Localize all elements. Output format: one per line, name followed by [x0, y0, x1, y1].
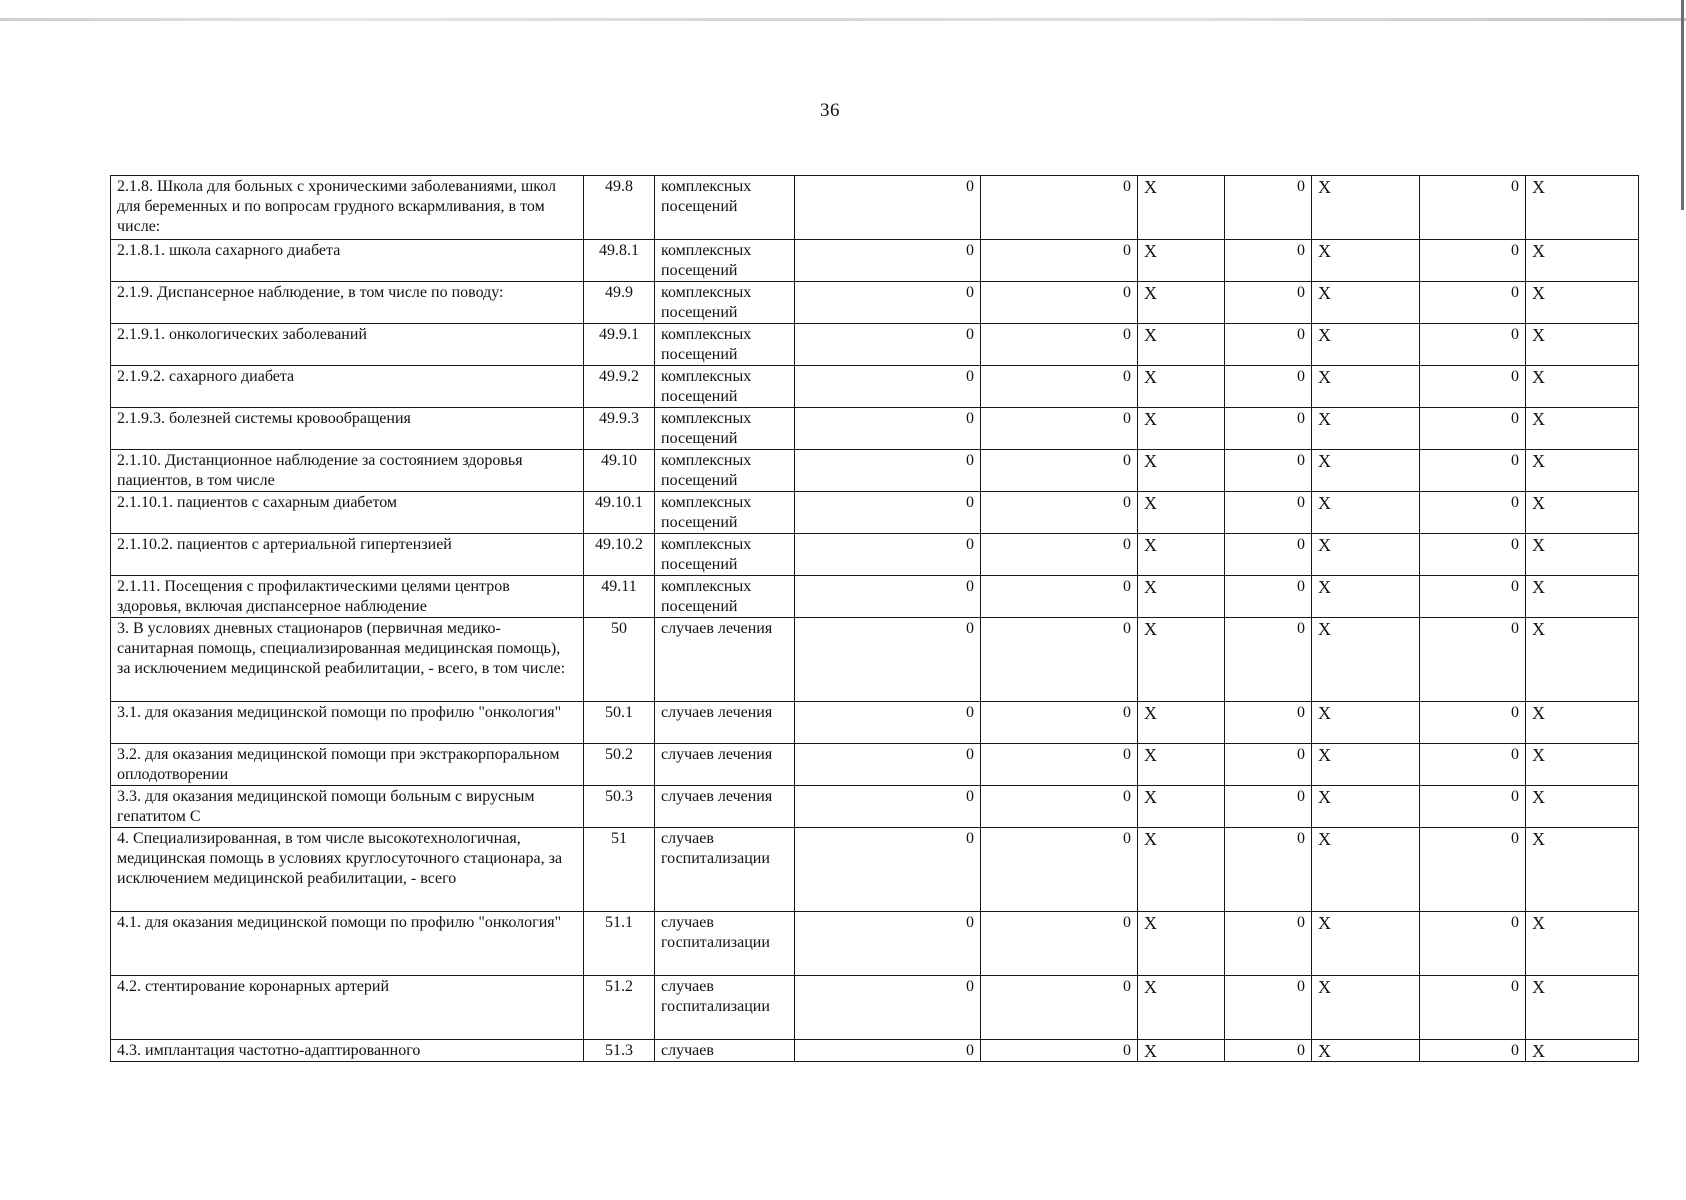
row-code: 51.2 [584, 976, 655, 1040]
row-value-4: 0 [1420, 786, 1526, 828]
row-mark-1: X [1138, 240, 1225, 282]
row-value-3: 0 [1225, 282, 1312, 324]
table-row [111, 976, 1639, 1040]
row-code: 51 [584, 828, 655, 912]
row-value-3: 0 [1225, 176, 1312, 240]
row-mark-3: X [1526, 912, 1639, 976]
row-code: 49.8.1 [584, 240, 655, 282]
row-value-3: 0 [1225, 1040, 1312, 1062]
row-value-4: 0 [1420, 450, 1526, 492]
row-value-4: 0 [1420, 366, 1526, 408]
row-mark-1: X [1138, 282, 1225, 324]
row-name: 2.1.8. Школа для больных с хроническими заболеваниями, школ для беременных и по вопросам грудного вскармливания, в том числе: [111, 176, 584, 240]
row-value-2: 0 [981, 786, 1138, 828]
row-mark-1: X [1138, 618, 1225, 702]
row-value-2: 0 [981, 324, 1138, 366]
row-code: 50.3 [584, 786, 655, 828]
row-value-1: 0 [795, 786, 981, 828]
row-value-4: 0 [1420, 828, 1526, 912]
row-code: 49.9.3 [584, 408, 655, 450]
row-value-3: 0 [1225, 534, 1312, 576]
row-value-4: 0 [1420, 1040, 1526, 1062]
row-value-2: 0 [981, 744, 1138, 786]
row-value-1: 0 [795, 976, 981, 1040]
row-mark-1: X [1138, 576, 1225, 618]
row-name: 2.1.11. Посещения с профилактическими целями центров здоровья, включая диспансерное наблюдение [111, 576, 584, 618]
row-mark-1: X [1138, 492, 1225, 534]
row-name: 3.1. для оказания медицинской помощи по профилю "онкология" [111, 702, 584, 744]
row-name: 4.3. имплантация частотно-адаптированного [111, 1040, 584, 1062]
row-value-2: 0 [981, 408, 1138, 450]
row-mark-2: X [1312, 618, 1420, 702]
row-value-4: 0 [1420, 408, 1526, 450]
row-name: 2.1.9.1. онкологических заболеваний [111, 324, 584, 366]
page-number: 36 [820, 100, 840, 121]
row-value-1: 0 [795, 912, 981, 976]
table-row [111, 534, 1639, 576]
row-mark-2: X [1312, 702, 1420, 744]
table-row [111, 324, 1639, 366]
row-name: 2.1.10.1. пациентов с сахарным диабетом [111, 492, 584, 534]
row-name: 2.1.8.1. школа сахарного диабета [111, 240, 584, 282]
row-value-1: 0 [795, 324, 981, 366]
row-unit: случаев лечения [655, 744, 795, 786]
table-row [111, 366, 1639, 408]
row-code: 49.10.1 [584, 492, 655, 534]
row-mark-2: X [1312, 450, 1420, 492]
row-code: 49.10.2 [584, 534, 655, 576]
table-row [111, 176, 1639, 240]
row-name: 2.1.10.2. пациентов с артериальной гипертензией [111, 534, 584, 576]
row-value-1: 0 [795, 744, 981, 786]
row-mark-3: X [1526, 702, 1639, 744]
row-mark-3: X [1526, 786, 1639, 828]
row-mark-3: X [1526, 576, 1639, 618]
row-mark-1: X [1138, 702, 1225, 744]
row-unit: случаев госпитализации [655, 912, 795, 976]
row-value-3: 0 [1225, 786, 1312, 828]
row-code: 49.10 [584, 450, 655, 492]
row-mark-2: X [1312, 176, 1420, 240]
row-code: 50.1 [584, 702, 655, 744]
row-code: 50 [584, 618, 655, 702]
row-unit: случаев госпитализации [655, 976, 795, 1040]
scan-edge-right [1681, 0, 1684, 210]
row-name: 2.1.10. Дистанционное наблюдение за состоянием здоровья пациентов, в том числе [111, 450, 584, 492]
row-value-2: 0 [981, 976, 1138, 1040]
row-mark-3: X [1526, 366, 1639, 408]
table-row [111, 786, 1639, 828]
row-unit: комплексных посещений [655, 534, 795, 576]
row-mark-3: X [1526, 492, 1639, 534]
row-mark-2: X [1312, 240, 1420, 282]
row-value-2: 0 [981, 176, 1138, 240]
row-unit: комплексных посещений [655, 576, 795, 618]
row-value-3: 0 [1225, 408, 1312, 450]
row-value-3: 0 [1225, 366, 1312, 408]
table-row [111, 492, 1639, 534]
row-mark-3: X [1526, 450, 1639, 492]
table-row [111, 702, 1639, 744]
row-code: 49.9 [584, 282, 655, 324]
row-mark-2: X [1312, 576, 1420, 618]
row-value-4: 0 [1420, 618, 1526, 702]
row-unit: комплексных посещений [655, 408, 795, 450]
row-mark-3: X [1526, 324, 1639, 366]
table-row [111, 744, 1639, 786]
row-value-1: 0 [795, 408, 981, 450]
row-value-3: 0 [1225, 828, 1312, 912]
row-value-2: 0 [981, 576, 1138, 618]
row-value-1: 0 [795, 576, 981, 618]
row-value-3: 0 [1225, 744, 1312, 786]
row-value-1: 0 [795, 176, 981, 240]
row-mark-3: X [1526, 828, 1639, 912]
row-mark-1: X [1138, 828, 1225, 912]
table-row [111, 576, 1639, 618]
row-value-2: 0 [981, 912, 1138, 976]
row-name: 4.1. для оказания медицинской помощи по профилю "онкология" [111, 912, 584, 976]
row-mark-1: X [1138, 976, 1225, 1040]
row-value-2: 0 [981, 618, 1138, 702]
row-value-1: 0 [795, 282, 981, 324]
table-row [111, 450, 1639, 492]
table-row [111, 282, 1639, 324]
row-value-3: 0 [1225, 324, 1312, 366]
row-mark-3: X [1526, 176, 1639, 240]
row-mark-3: X [1526, 618, 1639, 702]
row-name: 3. В условиях дневных стационаров (первичная медико-санитарная помощь, специализированная медицинская помощь), за исключением медицинской реабилитации, - всего, в том числе: [111, 618, 584, 702]
row-mark-2: X [1312, 786, 1420, 828]
row-code: 51.3 [584, 1040, 655, 1062]
row-name: 4.2. стентирование коронарных артерий [111, 976, 584, 1040]
row-mark-3: X [1526, 744, 1639, 786]
row-mark-3: X [1526, 240, 1639, 282]
row-value-1: 0 [795, 366, 981, 408]
row-mark-2: X [1312, 1040, 1420, 1062]
row-value-4: 0 [1420, 324, 1526, 366]
row-code: 49.11 [584, 576, 655, 618]
row-unit: комплексных посещений [655, 366, 795, 408]
row-value-1: 0 [795, 828, 981, 912]
row-mark-1: X [1138, 324, 1225, 366]
row-value-1: 0 [795, 450, 981, 492]
row-value-4: 0 [1420, 976, 1526, 1040]
row-value-2: 0 [981, 240, 1138, 282]
row-unit: случаев [655, 1040, 795, 1062]
row-mark-1: X [1138, 450, 1225, 492]
row-unit: комплексных посещений [655, 176, 795, 240]
table-row [111, 618, 1639, 702]
row-value-3: 0 [1225, 450, 1312, 492]
row-code: 49.9.1 [584, 324, 655, 366]
row-mark-3: X [1526, 976, 1639, 1040]
row-mark-1: X [1138, 366, 1225, 408]
row-value-4: 0 [1420, 912, 1526, 976]
row-value-2: 0 [981, 450, 1138, 492]
row-mark-2: X [1312, 912, 1420, 976]
row-mark-1: X [1138, 176, 1225, 240]
row-mark-2: X [1312, 828, 1420, 912]
row-value-2: 0 [981, 366, 1138, 408]
row-value-3: 0 [1225, 912, 1312, 976]
row-value-4: 0 [1420, 744, 1526, 786]
row-value-2: 0 [981, 492, 1138, 534]
table-row [111, 828, 1639, 912]
row-code: 49.8 [584, 176, 655, 240]
row-value-4: 0 [1420, 240, 1526, 282]
table-row [111, 408, 1639, 450]
row-code: 49.9.2 [584, 366, 655, 408]
row-value-4: 0 [1420, 176, 1526, 240]
row-mark-1: X [1138, 534, 1225, 576]
scan-edge-top [0, 18, 1686, 21]
row-value-2: 0 [981, 282, 1138, 324]
row-unit: случаев лечения [655, 786, 795, 828]
row-code: 51.1 [584, 912, 655, 976]
row-unit: комплексных посещений [655, 450, 795, 492]
row-value-1: 0 [795, 702, 981, 744]
row-mark-2: X [1312, 744, 1420, 786]
row-value-1: 0 [795, 1040, 981, 1062]
table-row [111, 240, 1639, 282]
row-mark-1: X [1138, 744, 1225, 786]
data-table [110, 175, 1639, 1062]
row-value-3: 0 [1225, 618, 1312, 702]
row-mark-2: X [1312, 976, 1420, 1040]
row-mark-1: X [1138, 786, 1225, 828]
row-value-4: 0 [1420, 282, 1526, 324]
row-mark-3: X [1526, 408, 1639, 450]
row-name: 2.1.9.3. болезней системы кровообращения [111, 408, 584, 450]
row-value-1: 0 [795, 492, 981, 534]
row-mark-2: X [1312, 534, 1420, 576]
row-value-4: 0 [1420, 492, 1526, 534]
row-value-3: 0 [1225, 492, 1312, 534]
row-value-4: 0 [1420, 702, 1526, 744]
row-value-3: 0 [1225, 976, 1312, 1040]
row-mark-1: X [1138, 912, 1225, 976]
row-mark-2: X [1312, 492, 1420, 534]
row-mark-1: X [1138, 1040, 1225, 1062]
row-value-1: 0 [795, 240, 981, 282]
row-value-2: 0 [981, 534, 1138, 576]
row-name: 2.1.9. Диспансерное наблюдение, в том числе по поводу: [111, 282, 584, 324]
row-value-1: 0 [795, 618, 981, 702]
row-mark-2: X [1312, 366, 1420, 408]
row-mark-2: X [1312, 282, 1420, 324]
row-mark-3: X [1526, 282, 1639, 324]
row-mark-1: X [1138, 408, 1225, 450]
row-name: 3.3. для оказания медицинской помощи больным с вирусным гепатитом С [111, 786, 584, 828]
row-value-2: 0 [981, 702, 1138, 744]
table-row [111, 1040, 1639, 1062]
row-code: 50.2 [584, 744, 655, 786]
row-value-3: 0 [1225, 576, 1312, 618]
row-value-1: 0 [795, 534, 981, 576]
row-value-2: 0 [981, 828, 1138, 912]
row-name: 2.1.9.2. сахарного диабета [111, 366, 584, 408]
row-mark-3: X [1526, 1040, 1639, 1062]
row-value-4: 0 [1420, 576, 1526, 618]
row-unit: комплексных посещений [655, 324, 795, 366]
row-unit: случаев лечения [655, 618, 795, 702]
row-unit: комплексных посещений [655, 492, 795, 534]
row-value-2: 0 [981, 1040, 1138, 1062]
row-name: 3.2. для оказания медицинской помощи при экстракорпоральном оплодотворении [111, 744, 584, 786]
row-value-3: 0 [1225, 240, 1312, 282]
row-value-3: 0 [1225, 702, 1312, 744]
row-unit: случаев госпитализации [655, 828, 795, 912]
row-unit: комплексных посещений [655, 282, 795, 324]
row-mark-2: X [1312, 324, 1420, 366]
row-unit: комплексных посещений [655, 240, 795, 282]
row-name: 4. Специализированная, в том числе высокотехнологичная, медицинская помощь в условиях круглосуточного стационара, за исключением медицинской реабилитации, - всего [111, 828, 584, 912]
row-mark-3: X [1526, 534, 1639, 576]
table-row [111, 912, 1639, 976]
table-body [111, 176, 1639, 1062]
row-mark-2: X [1312, 408, 1420, 450]
row-value-4: 0 [1420, 534, 1526, 576]
row-unit: случаев лечения [655, 702, 795, 744]
